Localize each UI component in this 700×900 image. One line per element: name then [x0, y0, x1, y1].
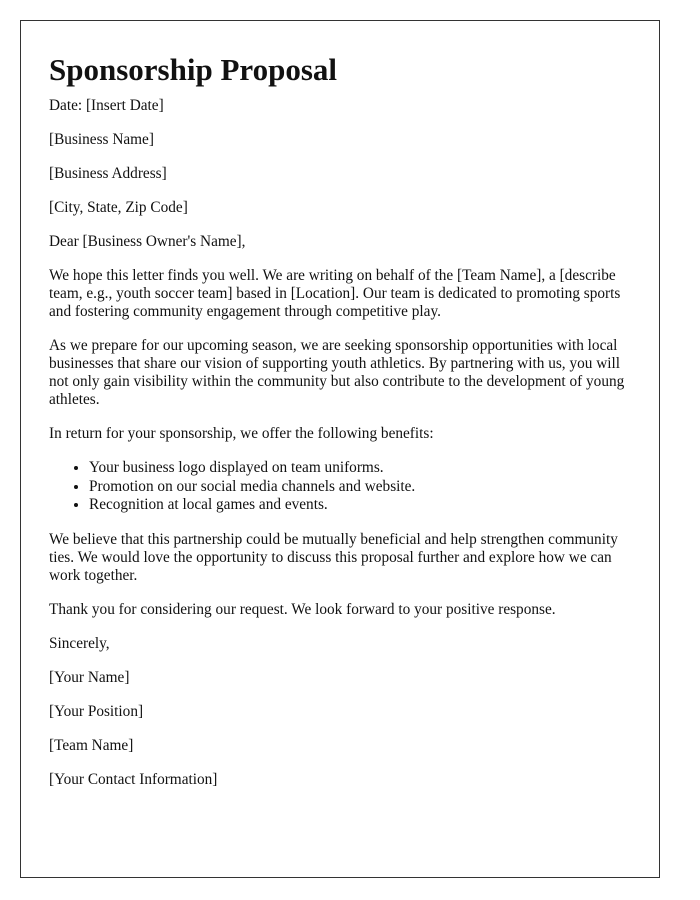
- salutation: Dear [Business Owner's Name],: [49, 233, 246, 250]
- list-item: • Recognition at local games and events.: [89, 496, 631, 515]
- city-state-zip: [City, State, Zip Code]: [49, 199, 188, 216]
- sender-position: [Your Position]: [49, 702, 144, 720]
- benefits-intro: In return for your sponsorship, we offer the following benefits:: [49, 425, 434, 442]
- partnership-paragraph: We believe that this partnership could be mutually beneficial and help strengthen community ties. We would love the opportunity to discuss this proposal further and explore how we can work together.: [49, 530, 618, 584]
- page-title: Sponsorship Proposal: [49, 52, 338, 87]
- letter-page: [20, 20, 660, 878]
- list-item: • Promotion on our social media channels and website.: [89, 478, 631, 497]
- sender-name: [Your Name]: [49, 668, 130, 686]
- business-name: [Business Name]: [49, 131, 154, 148]
- sender-contact: [Your Contact Information]: [49, 770, 218, 788]
- thank-you-paragraph: Thank you for considering our request. We look forward to your positive response.: [49, 600, 556, 618]
- business-address: [Business Address]: [49, 165, 167, 182]
- benefits-list: [49, 459, 631, 515]
- sender-team: [Team Name]: [49, 736, 134, 754]
- list-item: • Your business logo displayed on team uniforms.: [89, 459, 631, 478]
- date-line: Date: [Insert Date]: [49, 97, 164, 114]
- intro-paragraph: We hope this letter finds you well. We are writing on behalf of the [Team Name], a [describe team, e.g., youth soccer team] based in [Location]. Our team is dedicated to promoting sports and fostering community engagement through competitive play.: [49, 267, 621, 320]
- sponsorship-paragraph: As we prepare for our upcoming season, we are seeking sponsorship opportunities with local businesses that share our vision of supporting youth athletics. By partnering with us, you will not only gain visibility within the community but also contribute to the development of young athletes.: [49, 337, 625, 408]
- closing: Sincerely,: [49, 634, 110, 652]
